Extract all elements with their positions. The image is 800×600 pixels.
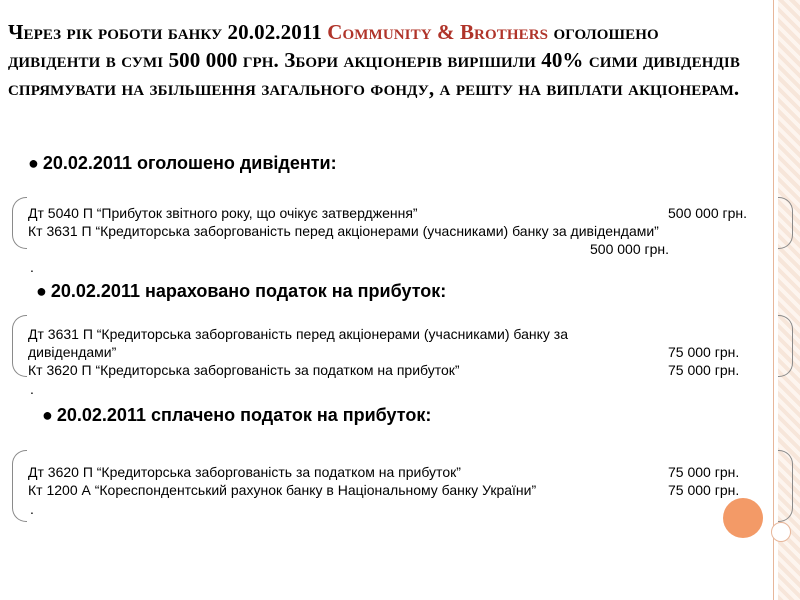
entry-line	[28, 222, 659, 240]
bullet-icon: ●	[42, 405, 53, 425]
entry-text: Кт 1200 А “Кореспондентський рахунок банку в Національному банку України”	[28, 482, 537, 498]
entry-line	[28, 361, 740, 379]
entry-text: дивідендами”	[28, 344, 117, 360]
section-heading-text: 20.02.2011 сплачено податок на прибуток:	[56, 405, 432, 425]
entry-line	[28, 204, 748, 222]
bank-name: Community & Brothers	[327, 20, 549, 44]
left-bracket	[12, 197, 27, 249]
intro-paragraph	[8, 18, 748, 102]
bullet-icon: ●	[28, 153, 39, 173]
left-bracket	[12, 450, 27, 522]
trailing-dot: .	[30, 381, 34, 397]
section-heading	[36, 281, 446, 302]
entry-text: Дт 3631 П “Кредиторська заборгованість перед акціонерами (учасниками) банку за	[28, 326, 568, 342]
orange-circle-decoration	[723, 498, 763, 538]
entry-amount: 75 000 грн.	[668, 362, 740, 378]
entry-text: Дт 3620 П “Кредиторська заборгованість за податком на прибуток”	[28, 464, 461, 480]
entry-line	[28, 343, 740, 361]
entry-text: Кт 3620 П “Кредиторська заборгованість за податком на прибуток”	[28, 362, 460, 378]
trailing-dot: .	[30, 259, 34, 275]
entry-line	[28, 325, 568, 343]
entry-block	[28, 463, 740, 499]
entry-block	[28, 204, 748, 258]
entry-block	[28, 325, 740, 379]
left-bracket	[12, 315, 27, 377]
decorative-vertical-line	[773, 0, 774, 600]
right-bracket	[778, 197, 793, 249]
section-heading	[42, 405, 431, 426]
right-bracket	[778, 450, 793, 522]
entry-amount: 75 000 грн.	[668, 482, 740, 498]
entry-amount: 75 000 грн.	[668, 344, 740, 360]
white-circle-decoration	[771, 522, 791, 542]
entry-line	[28, 463, 740, 481]
entry-line	[28, 481, 740, 499]
section-heading-text: 20.02.2011 оголошено дивіденти:	[42, 153, 337, 173]
entry-text: Кт 3631 П “Кредиторська заборгованість перед акціонерами (учасниками) банку за дивідендами”	[28, 223, 659, 239]
entry-amount: 500 000 грн.	[590, 241, 670, 257]
intro-text-part1: Через рік роботи банку 20.02.2011	[8, 20, 328, 44]
entry-line	[28, 240, 670, 258]
bullet-icon: ●	[36, 281, 47, 301]
intro-text-part2: оголошено дивіденти в сумі 500 000 грн. Збори акціонерів вирішили 40% сими дивідендів спрямувати на збільшення загального фонду, а решту на виплати акціонерам.	[8, 20, 740, 100]
right-bracket	[778, 315, 793, 377]
section-heading	[28, 153, 337, 174]
entry-text: Дт 5040 П “Прибуток звітного року, що очікує затвердження”	[28, 205, 418, 221]
entry-amount: 75 000 грн.	[668, 464, 740, 480]
trailing-dot: .	[30, 501, 34, 517]
section-heading-text: 20.02.2011 нараховано податок на прибуток:	[50, 281, 447, 301]
entry-amount: 500 000 грн.	[668, 205, 748, 221]
